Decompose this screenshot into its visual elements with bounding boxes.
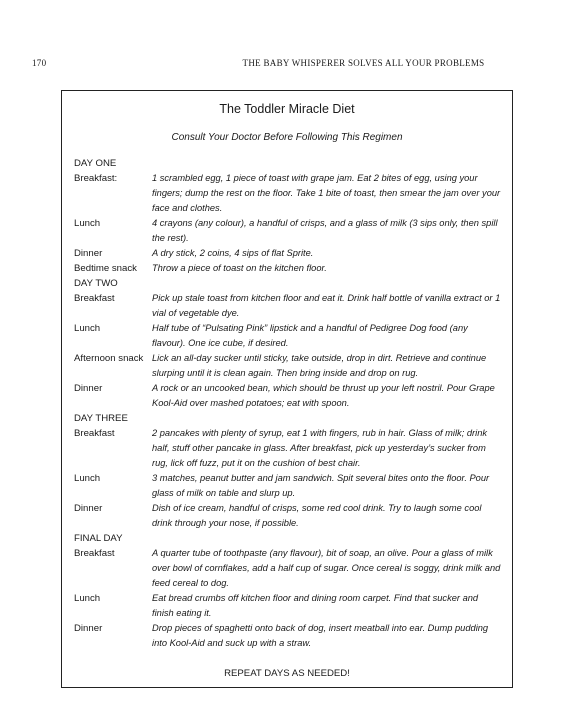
meal-text: A quarter tube of toothpaste (any flavour), bit of soap, an olive. Pour a glass of milk over bowl of cornflakes, add a half cup of sugar. Once cereal is soggy, drink milk and feed cereal to dog. <box>152 548 501 588</box>
meal-entry <box>74 381 502 411</box>
meal-text: Lick an all-day sucker until sticky, take outside, drop in dirt. Retrieve and continue slurping until it is clean again. Then bring inside and drop on rug. <box>152 353 487 378</box>
meal-entry <box>74 171 502 216</box>
box-subtitle: Consult Your Doctor Before Following This Regimen <box>171 132 403 143</box>
meal-text: A dry stick, 2 coins, 4 sips of flat Sprite. <box>152 248 314 258</box>
meal-entry <box>74 291 502 321</box>
box-title: The Toddler Miracle Diet <box>219 102 355 116</box>
meal-entry <box>74 591 502 621</box>
meal-label: Afternoon snack <box>74 353 144 364</box>
meal-entry <box>74 426 502 471</box>
meal-label: Lunch <box>74 473 101 484</box>
meal-label: Lunch <box>74 593 101 604</box>
meal-label: Dinner <box>74 623 103 634</box>
meal-text: 3 matches, peanut butter and jam sandwich. Spit several bites onto the floor. Pour glass of milk on table and slurp up. <box>152 473 490 498</box>
meal-entry <box>74 261 502 276</box>
diet-entries <box>74 156 502 651</box>
meal-label: Breakfast <box>74 293 115 304</box>
running-title: THE BABY WHISPERER SOLVES ALL YOUR PROBLEMS <box>242 58 485 68</box>
day-heading: DAY ONE <box>74 158 117 169</box>
day-heading: DAY THREE <box>74 413 128 424</box>
meal-label: Breakfast <box>74 548 115 559</box>
meal-label: Dinner <box>74 503 103 514</box>
meal-entry <box>74 621 502 651</box>
meal-text: 2 pancakes with plenty of syrup, eat 1 with fingers, rub in hair. Glass of milk; drink half, stuff other pancake in glass. After breakfast, pick up yesterday’s sucker from rug, lick off fuzz, put it on the cushion of best chair. <box>152 428 488 468</box>
meal-entry <box>74 546 502 591</box>
diet-box <box>61 90 513 688</box>
page-number: 170 <box>32 58 47 68</box>
meal-entry <box>74 351 502 381</box>
meal-label: Dinner <box>74 383 103 394</box>
meal-text: A rock or an uncooked bean, which should be thrust up your left nostril. Pour Grape Kool-Aid over mashed potatoes; eat with spoon. <box>152 383 495 408</box>
meal-entry <box>74 246 502 261</box>
meal-entry <box>74 501 502 531</box>
meal-label: Breakfast <box>74 428 115 439</box>
meal-label: Dinner <box>74 248 103 259</box>
meal-entry <box>74 471 502 501</box>
meal-text: Half tube of “Pulsating Pink” lipstick and a handful of Pedigree Dog food (any flavour). One ice cube, if desired. <box>152 323 468 348</box>
meal-label: Breakfast: <box>74 173 118 184</box>
running-head <box>30 58 547 72</box>
meal-entry <box>74 216 502 246</box>
meal-text: Pick up stale toast from kitchen floor and eat it. Drink half bottle of vanilla extract or 1 vial of vegetable dye. <box>152 293 501 318</box>
meal-label: Lunch <box>74 323 101 334</box>
meal-text: Throw a piece of toast on the kitchen floor. <box>152 263 327 273</box>
day-heading: DAY TWO <box>74 278 118 289</box>
meal-entry <box>74 321 502 351</box>
day-heading: FINAL DAY <box>74 533 123 544</box>
meal-label: Lunch <box>74 218 101 229</box>
meal-text: Drop pieces of spaghetti onto back of dog, insert meatball into ear. Dump pudding into Kool-Aid and suck up with a straw. <box>152 623 489 648</box>
meal-text: Dish of ice cream, handful of crisps, some red cool drink. Try to laugh some cool drink through your nose, if possible. <box>152 503 482 528</box>
meal-label: Bedtime snack <box>74 263 137 274</box>
closing-line: REPEAT DAYS AS NEEDED! <box>224 668 350 679</box>
meal-text: 1 scrambled egg, 1 piece of toast with grape jam. Eat 2 bites of egg, using your fingers; dump the rest on the floor. Take 1 bite of toast, then smear the jam over your face and clothes. <box>152 173 501 213</box>
meal-text: 4 crayons (any colour), a handful of crisps, and a glass of milk (3 sips only, then spill the rest). <box>152 218 498 243</box>
meal-text: Eat bread crumbs off kitchen floor and dining room carpet. Find that sucker and finish eating it. <box>152 593 479 618</box>
